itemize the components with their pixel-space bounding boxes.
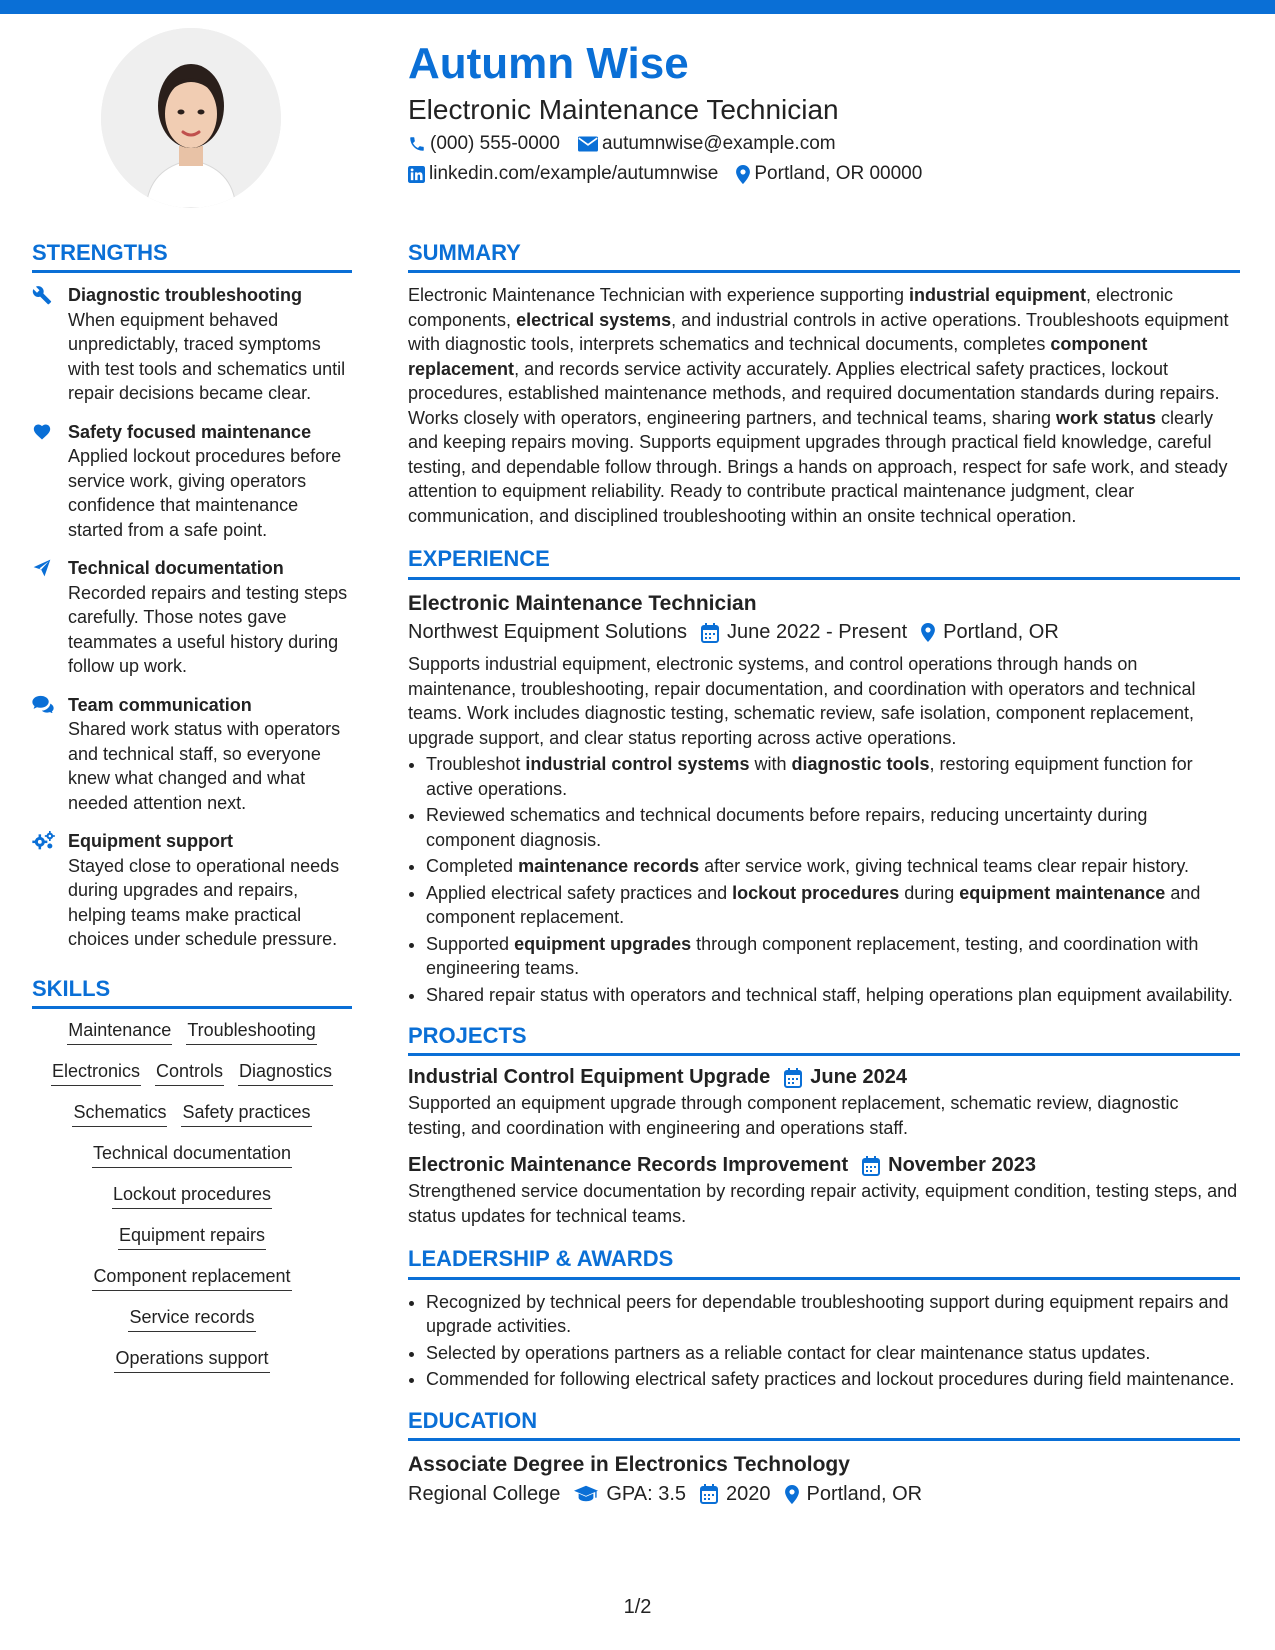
- project-description: Strengthened service documentation by recording repair activity, equipment condition, testing steps, and status updates for technical teams.: [408, 1181, 1238, 1226]
- education-location: Portland, OR: [785, 1483, 923, 1506]
- wrench-icon: [32, 285, 52, 305]
- summary-text: Electronic Maintenance Technician with experience supporting industrial equipment, electronic components, electrical systems, and industrial controls in active operations. Troubleshoots equipment with diagnostic tools, interprets schematics and technical documents, completes component replacement, and records service activity accurately. Applies electrical safety practices, lockout procedures, established maintenance methods, and required documentation standards during repairs. Works closely with operators, engineering partners, and technical teams, sharing work status clearly and keeping repairs moving. Supports equipment upgrades through practical field knowledge, careful testing, and dependable follow through. Brings a hands on approach, respect for safe work, and steady attention to equipment reliability. Ready to contribute practical maintenance judgment, clear communication, and disciplined troubleshooting within an onsite technical operation.: [408, 285, 1229, 526]
- experience-heading: EXPERIENCE: [408, 546, 1240, 579]
- project-title-row: [408, 1066, 1240, 1089]
- heart-icon: [32, 422, 52, 440]
- contact-row-1: [408, 133, 854, 155]
- strength-title: Technical documentation: [68, 558, 284, 579]
- job-title-headline: Electronic Maintenance Technician: [408, 94, 839, 125]
- strength-item: [32, 829, 352, 952]
- projects-heading: PROJECTS: [408, 1023, 1240, 1056]
- map-pin-icon: [736, 165, 750, 184]
- skill-tag: Lockout procedures: [112, 1183, 272, 1209]
- project-date: June 2024: [810, 1066, 907, 1089]
- strength-text: Recorded repairs and testing steps carefully. Those notes gave teammates a useful history during follow up work.: [68, 582, 348, 677]
- calendar-icon: [862, 1156, 880, 1176]
- list-item: • Supported equipment upgrades through component replacement, testing, and coordination with engineering teams.: [426, 932, 1240, 981]
- experience-meta: [408, 621, 1240, 644]
- location-text: Portland, OR 00000: [754, 163, 923, 184]
- comments-icon: [32, 695, 54, 713]
- project-description: Supported an equipment upgrade through component replacement, schematic review, diagnostic testing, and coordination with engineering and operations staff.: [408, 1093, 1179, 1138]
- calendar-icon: [701, 623, 719, 643]
- portrait-illustration: [101, 28, 281, 208]
- company-name: Northwest Equipment Solutions: [408, 621, 688, 644]
- skill-tag: Operations support: [114, 1347, 269, 1373]
- education-meta: [408, 1483, 1240, 1506]
- strengths-heading: STRENGTHS: [32, 240, 352, 273]
- education-year: 2020: [700, 1483, 771, 1506]
- project-title: Electronic Maintenance Records Improvement: [408, 1154, 849, 1177]
- map-pin-icon: [785, 1485, 799, 1504]
- project-title: Industrial Control Equipment Upgrade: [408, 1066, 771, 1089]
- list-item: • Troubleshot industrial control systems with diagnostic tools, restoring equipment function for active operations.: [426, 752, 1240, 801]
- skills-list: [32, 1019, 352, 1373]
- graduation-cap-icon: [574, 1485, 598, 1503]
- map-pin-icon: [921, 623, 935, 642]
- page-number: 1/2: [623, 1596, 652, 1618]
- skill-tag: Technical documentation: [92, 1142, 292, 1168]
- education-heading: EDUCATION: [408, 1408, 1240, 1441]
- list-item: • Reviewed schematics and technical documents before repairs, reducing uncertainty during component diagnosis.: [426, 803, 1240, 852]
- skill-tag: Safety practices: [181, 1101, 311, 1127]
- linkedin-url[interactable]: linkedin.com/example/autumnwise: [429, 163, 719, 184]
- summary-heading: SUMMARY: [408, 240, 1240, 273]
- strength-title: Equipment support: [68, 831, 233, 852]
- school-name: Regional College: [408, 1482, 561, 1505]
- strength-item: [32, 693, 352, 816]
- skills-heading: SKILLS: [32, 976, 352, 1009]
- location-contact: [736, 163, 922, 185]
- strength-text: Applied lockout procedures before service work, giving operators confidence that maintenance started from a safe point.: [68, 446, 342, 540]
- right-column: [408, 240, 1240, 1514]
- experience-job-title: Electronic Maintenance Technician: [408, 591, 757, 615]
- skill-tag: Electronics: [51, 1060, 141, 1086]
- skill-tag: Troubleshooting: [186, 1019, 316, 1045]
- education-degree: Associate Degree in Electronics Technology: [408, 1453, 850, 1477]
- experience-bullets: [408, 752, 1240, 1007]
- experience-description: Supports industrial equipment, electronic systems, and control operations through hands on maintenance, troubleshooting, repair documentation, and coordination with operators and technical teams. Work includes diagnostic testing, schematic review, safe isolation, component replacement, upgrade support, and clear status reporting across active operations.: [408, 654, 1196, 748]
- strength-title: Safety focused maintenance: [68, 421, 312, 442]
- strength-title: Diagnostic troubleshooting: [68, 285, 302, 306]
- list-item: • Completed maintenance records after service work, giving technical teams clear repair history.: [426, 854, 1240, 879]
- strength-title: Team communication: [68, 694, 252, 715]
- strength-text: Stayed close to operational needs during upgrades and repairs, helping teams make practical choices under schedule pressure.: [68, 855, 340, 950]
- strength-text: When equipment behaved unpredictably, traced symptoms with test tools and schematics until repair decisions became clear.: [68, 309, 346, 404]
- list-item: • Commended for following electrical safety practices and lockout procedures during field maintenance.: [426, 1367, 1240, 1392]
- leadership-heading: LEADERSHIP & AWARDS: [408, 1246, 1240, 1279]
- project-date: November 2023: [888, 1154, 1037, 1177]
- experience-location: Portland, OR: [921, 621, 1059, 644]
- strength-item: [32, 556, 352, 679]
- skill-tag: Component replacement: [92, 1265, 291, 1291]
- top-accent-bar: [0, 0, 1275, 14]
- gears-icon: [32, 831, 56, 851]
- leadership-list: [408, 1290, 1240, 1392]
- linkedin-contact[interactable]: [408, 163, 718, 185]
- email-contact[interactable]: [578, 133, 836, 155]
- experience-dates: June 2022 - Present: [701, 621, 907, 644]
- skill-tag: Schematics: [72, 1101, 167, 1127]
- paper-plane-icon: [32, 558, 52, 578]
- skill-tag: Diagnostics: [238, 1060, 333, 1086]
- email-address[interactable]: autumnwise@example.com: [601, 133, 836, 154]
- calendar-icon: [784, 1068, 802, 1088]
- strength-item: [32, 420, 352, 543]
- education-gpa: GPA: 3.5: [574, 1483, 686, 1506]
- left-column: [32, 240, 352, 1388]
- calendar-icon: [700, 1484, 718, 1504]
- phone-number: (000) 555-0000: [430, 133, 560, 154]
- envelope-icon: [578, 136, 598, 152]
- skill-tag: Equipment repairs: [118, 1224, 266, 1250]
- contact-row-2: [408, 163, 940, 185]
- candidate-name: Autumn Wise: [408, 39, 689, 88]
- linkedin-icon: [408, 166, 425, 183]
- phone-contact: [408, 133, 560, 155]
- phone-icon: [408, 135, 426, 153]
- strength-item: [32, 283, 352, 406]
- profile-photo: [101, 28, 281, 208]
- strength-text: Shared work status with operators and technical staff, so everyone knew what changed and what needed attention next.: [68, 719, 341, 813]
- skill-tag: Service records: [128, 1306, 255, 1332]
- list-item: • Selected by operations partners as a reliable contact for clear maintenance status updates.: [426, 1341, 1240, 1366]
- list-item: • Recognized by technical peers for dependable troubleshooting support during equipment repairs and upgrade activities.: [426, 1290, 1240, 1339]
- project-title-row: [408, 1154, 1240, 1177]
- skill-tag: Maintenance: [67, 1019, 172, 1045]
- skill-tag: Controls: [155, 1060, 224, 1086]
- list-item: • Shared repair status with operators and technical staff, helping operations plan equipment availability.: [426, 983, 1240, 1008]
- list-item: • Applied electrical safety practices and lockout procedures during equipment maintenance and component replacement.: [426, 881, 1240, 930]
